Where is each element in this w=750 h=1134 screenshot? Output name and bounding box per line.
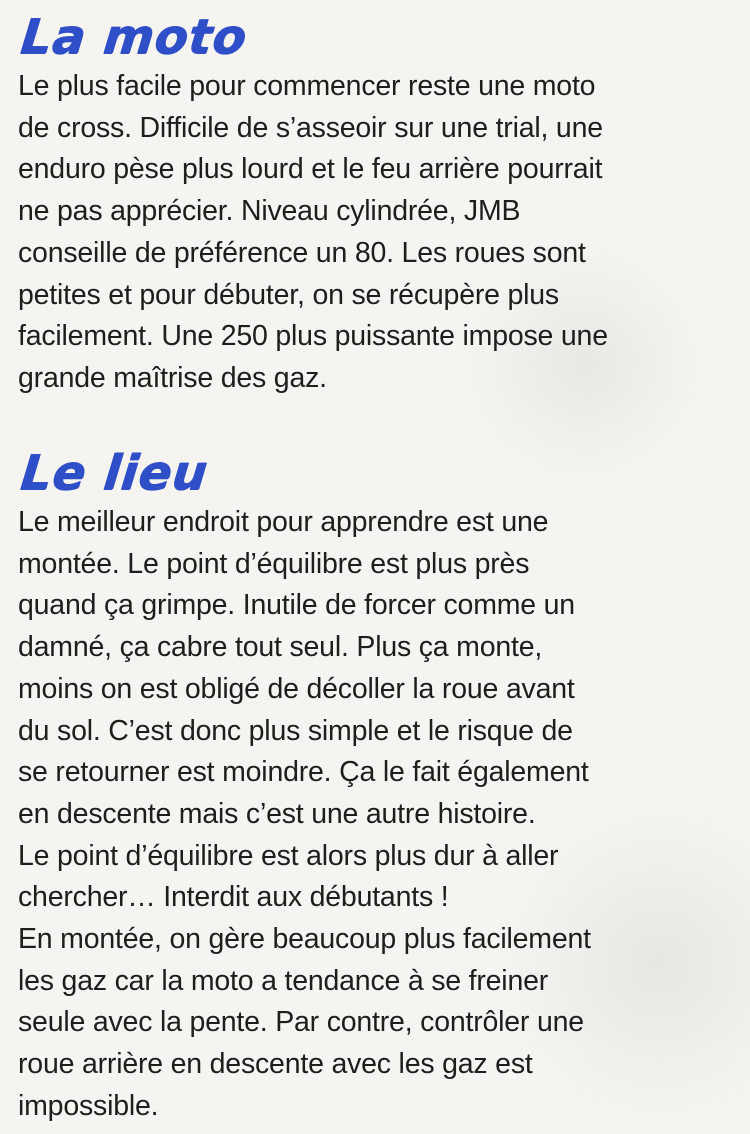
text-line: En montée, on gère beaucoup plus facilement — [18, 923, 591, 956]
section-heading: La moto — [18, 9, 250, 65]
text-line: Le plus facile pour commencer reste une moto — [18, 70, 596, 102]
text-line: du sol. C’est donc plus simple et le risque de — [18, 714, 573, 747]
text-line: quand ça grimpe. Inutile de forcer comme un — [18, 589, 575, 622]
text-line: se retourner est moindre. Ça le fait également — [18, 756, 589, 789]
text-line: roue arrière en descente avec les gaz est — [18, 1048, 533, 1081]
text-line: Le point d’équilibre est alors plus dur à aller — [18, 839, 559, 872]
text-line: montée. Le point d’équilibre est plus près — [18, 547, 530, 580]
text-line: en descente mais c’est une autre histoire. — [18, 797, 536, 830]
section-body — [18, 502, 728, 1128]
text-line: grande maîtrise des gaz. — [18, 361, 327, 394]
text-line: petites et pour débuter, on se récupère plus — [18, 278, 559, 311]
text-line: Le meilleur endroit pour apprendre est une — [18, 506, 549, 538]
text-line: enduro pèse plus lourd et le feu arrière pourrait — [18, 153, 603, 186]
text-line: damné, ça cabre tout seul. Plus ça monte, — [18, 631, 543, 664]
text-line: de cross. Difficile de s’asseoir sur une trial, une — [18, 111, 603, 144]
section-body — [18, 66, 728, 400]
section-la-moto — [18, 8, 728, 400]
text-line: facilement. Une 250 plus puissante impose une — [18, 320, 608, 353]
section-le-lieu — [18, 444, 728, 1128]
text-line: les gaz car la moto a tendance à se freiner — [18, 964, 549, 997]
section-heading: Le lieu — [18, 445, 211, 501]
text-line: conseille de préférence un 80. Les roues sont — [18, 236, 586, 269]
text-line: chercher… Interdit aux débutants ! — [18, 881, 449, 914]
text-line: ne pas apprécier. Niveau cylindrée, JMB — [18, 195, 521, 228]
text-line: impossible. — [18, 1089, 159, 1122]
text-line: seule avec la pente. Par contre, contrôler une — [18, 1006, 584, 1039]
text-line: moins on est obligé de décoller la roue avant — [18, 672, 575, 705]
